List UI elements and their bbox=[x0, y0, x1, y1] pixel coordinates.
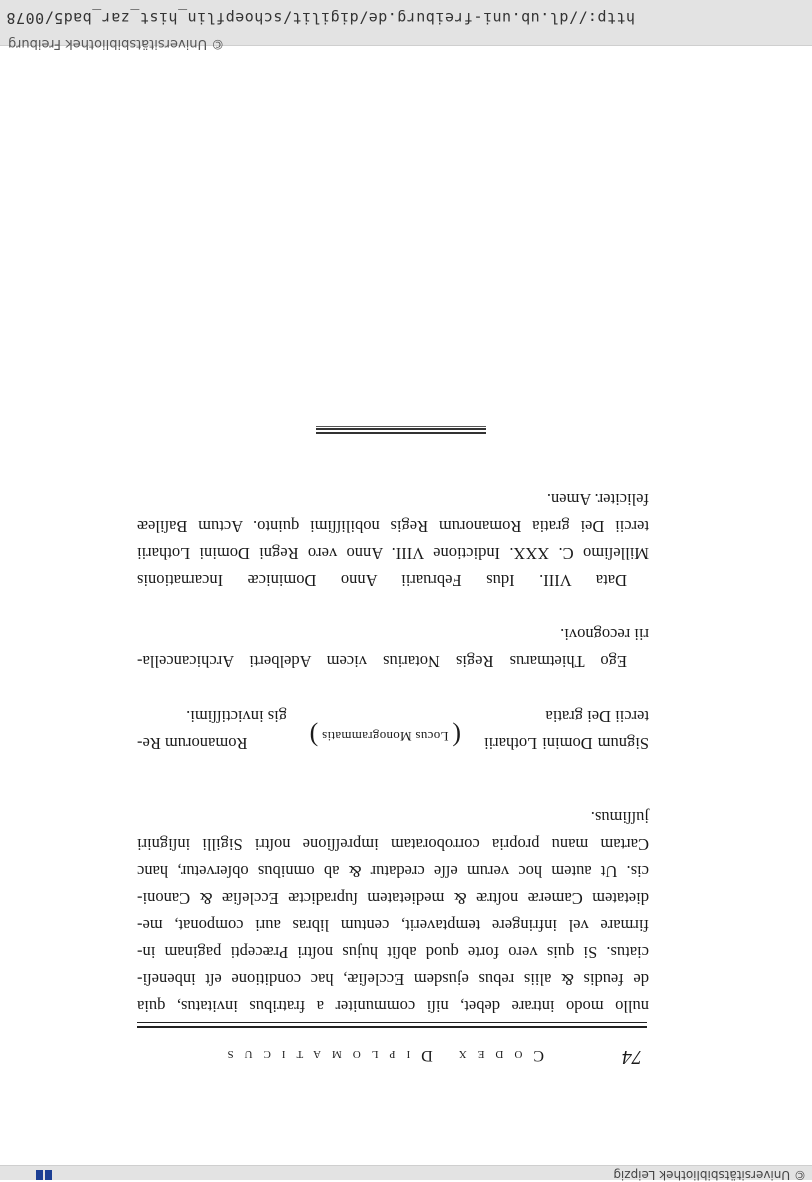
text-line: feliciter. Amen. bbox=[546, 490, 649, 509]
text-line: rii recognovi. bbox=[560, 625, 649, 644]
text-line: tercii Dei gratia Romanorum Regis nobiliſſimi quinto. Actum Baſileæ bbox=[137, 517, 649, 536]
text-line: gis invictiſſimi. bbox=[186, 707, 287, 726]
text-line: cis. Ut autem hoc verum eſſe credatur & ab omnibus obſervetur, hanc bbox=[137, 862, 649, 881]
text-line: Signum Domini Lotharii bbox=[484, 734, 649, 753]
text-line: Data VIII. Idus Februarii Anno Dominicæ Incarnationis bbox=[137, 571, 627, 590]
text-line: Romanorum Re- bbox=[137, 734, 248, 753]
text-line: nullo modo intrare debet, niſi communiter a fratribus invitatus, quia bbox=[137, 997, 649, 1016]
permalink-url[interactable]: http://dl.ub.uni-freiburg.de/digilit/schoepflin_hist_zar_bad5/0078 bbox=[6, 9, 636, 27]
page-number: 74 bbox=[622, 1046, 642, 1068]
signum-block bbox=[137, 697, 649, 757]
signum-left bbox=[484, 703, 649, 757]
text-line: Cartam manu propria corroboratam impreſſione noſtri Sigilli inſigniri bbox=[137, 835, 649, 854]
text-line: de feudis & aliis rebus ejusdem Eccleſiæ, hac conditione eſt inbeneſi- bbox=[137, 970, 649, 989]
dating-clause bbox=[137, 486, 649, 594]
signum-right bbox=[137, 703, 287, 757]
running-head: Codex Diplomaticus bbox=[216, 1047, 544, 1064]
library-logo-icon bbox=[30, 1166, 52, 1180]
charter-body-text bbox=[137, 804, 649, 1020]
text-line: dietatem Cameræ noſtræ & medietatem ſupradictæ Eccleſiæ & Canoni- bbox=[137, 889, 649, 908]
viewer-bar-bottom bbox=[0, 0, 812, 51]
copyright-leipzig: © Universitätsbibliothek Leipzig bbox=[613, 1168, 806, 1182]
header-rule bbox=[137, 1022, 647, 1028]
text-line: juſſimus. bbox=[590, 808, 649, 827]
copyright-freiburg: © Universitätsbibliothek Freiburg bbox=[8, 36, 225, 51]
text-line: Milleſimo C. XXX. Indictione VIII. Anno vero Regni Domini Lotharii bbox=[137, 544, 649, 563]
text-line: tercii Dei gratia bbox=[545, 707, 649, 726]
text-line: ciatus. Si quis vero forte quod abſit hujus noſtri Præcepti paginam in- bbox=[137, 943, 649, 962]
monogram-placeholder: ( Locus Monogrammatis ) bbox=[309, 722, 461, 751]
viewer-bar-top bbox=[0, 1165, 812, 1180]
locus-label: Locus Monogrammatis bbox=[321, 729, 449, 744]
text-line: Ego Thietmarus Regis Notarius vicem Adelberti Archicancella- bbox=[137, 652, 627, 671]
text-line: firmare vel infringere temptaverit, centum libras auri componat, me- bbox=[137, 916, 649, 935]
end-rule bbox=[316, 426, 486, 434]
notary-recognition bbox=[137, 621, 649, 675]
